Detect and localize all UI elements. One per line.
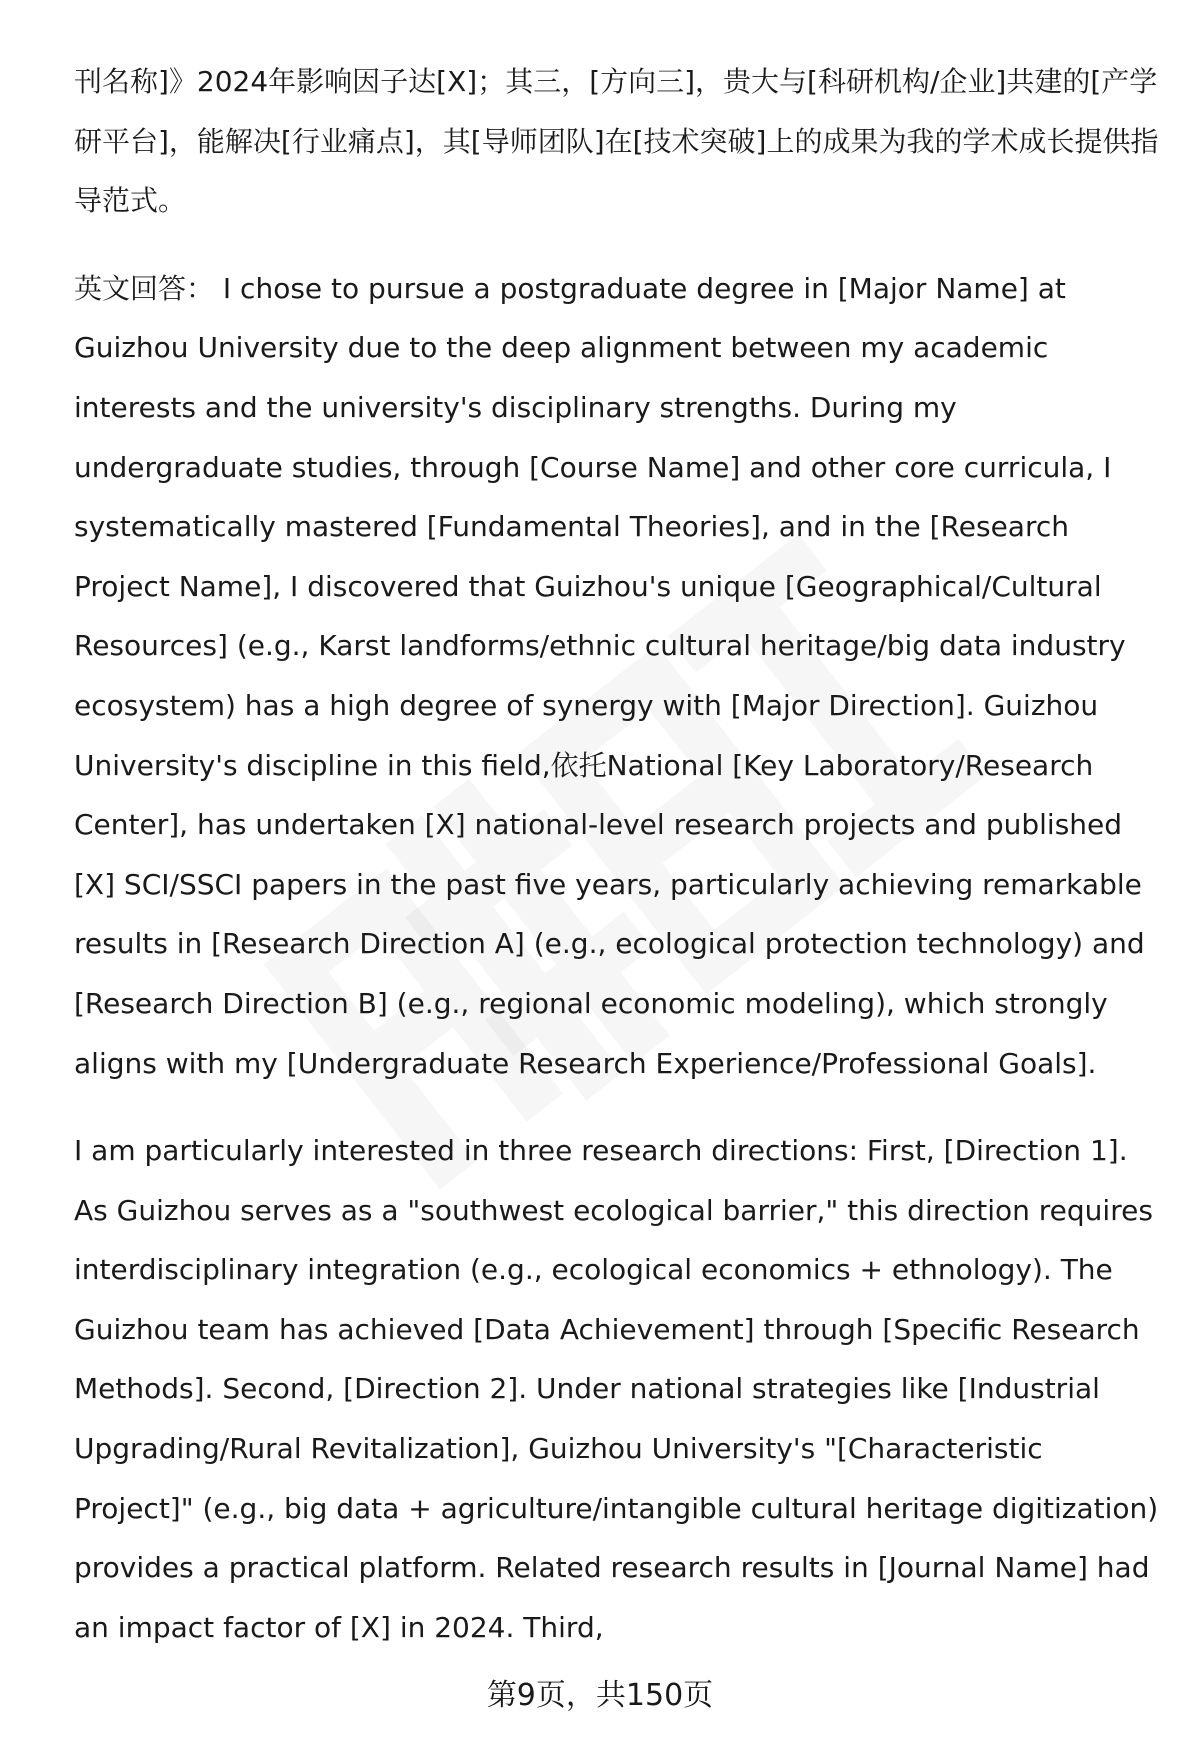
page-number-footer: 第9页，共150页	[486, 1678, 714, 1713]
paragraph-research-directions: I am particularly interested in three research directions: First, [Direction 1]. As Guizhou serves as a "southwest ecological barrier," this direction requires interdisciplinary integration (e.g., ecological economics + ethnology). The Guizhou team has achieved [Data Achievement] through [Specific Research Methods]. Second, [Direction 2]. Under national strategies like [Industrial Upgrading/Rural Revitalization], Guizhou University's "[Characteristic Project]" (e.g., big data + agriculture/intangible cultural heritage digitization) provides a practical platform. Related research results in [Journal Name] had an impact factor of [X] in 2024. Third,	[74, 1134, 1159, 1644]
document-body	[74, 52, 1164, 1657]
paragraph-chinese-continuation: 刊名称]》2024年影响因子达[X]；其三，[方向三]，贵大与[科研机构/企业]共建的[产学研平台]，能解决[行业痛点]，其[导师团队]在[技术突破]上的成果为我的学术成长提供指导范式。	[74, 65, 1159, 218]
paragraph-english-answer: 英文回答： I chose to pursue a postgraduate degree in [Major Name] at Guizhou University due to the deep alignment between my academic interests and the university's disciplinary strengths. During my undergraduate studies, through [Course Name] and other core curricula, I systematically mastered [Fundamental Theories], and in the [Research Project Name], I discovered that Guizhou's unique [Geographical/Cultural Resources] (e.g., Karst landforms/ethnic cultural heritage/big data industry ecosystem) has a high degree of synergy with [Major Direction]. Guizhou University's discipline in this field,依托National [Key Laboratory/Research Center], has undertaken [X] national-level research projects and published [X] SCI/SSCI papers in the past five years, particularly achieving remarkable results in [Research Direction A] (e.g., ecological protection technology) and [Research Direction B] (e.g., regional economic modeling), which strongly aligns with my [Undergraduate Research Experience/Professional Goals].	[74, 271, 1145, 1080]
